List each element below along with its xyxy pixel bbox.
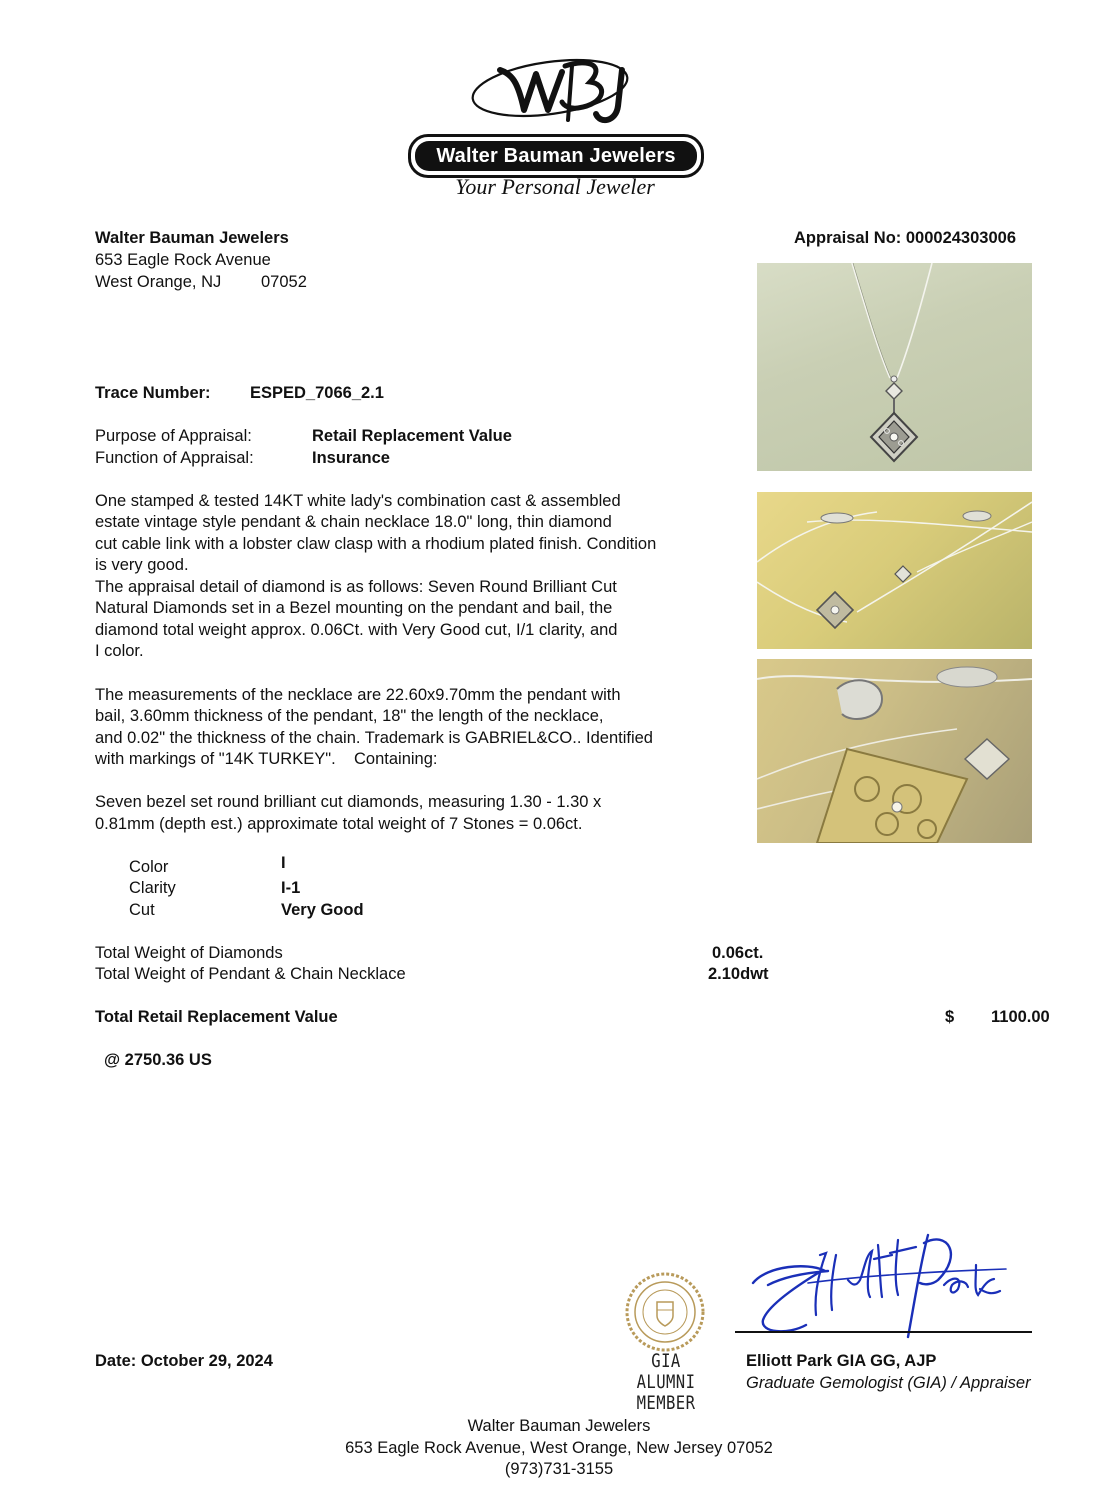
gia-alumni-text — [622, 1351, 711, 1414]
trace-number-value: ESPED_7066_2.1 — [250, 384, 384, 402]
business-name: Walter Bauman Jewelers — [95, 229, 289, 247]
gia-seal — [625, 1272, 705, 1352]
logo-tagline: Your Personal Jeweler — [455, 174, 655, 199]
footer-address: 653 Eagle Rock Avenue, West Orange, New Jersey 07052 — [345, 1438, 773, 1457]
measurements-line: with markings of "14K TURKEY". Containing: — [95, 750, 438, 768]
pendant-photo-chain — [757, 492, 1032, 649]
footer-phone: (973)731-3155 — [504, 1460, 614, 1478]
trace-number-label: Trace Number: — [95, 384, 211, 402]
measurements-line: and 0.02" the thickness of the chain. Trademark is GABRIEL&CO.. Identified — [95, 729, 653, 747]
grading-label-color: Color — [129, 858, 169, 876]
description-line: is very good. — [95, 556, 189, 574]
grading-value-color: I — [281, 854, 286, 872]
description-line: diamond total weight approx. 0.06Ct. with Very Good cut, I/1 clarity, and — [95, 621, 618, 639]
measurements-line: The measurements of the necklace are 22.60x9.70mm the pendant with — [95, 686, 621, 704]
pendant-necklace-icon — [757, 263, 1032, 471]
stones-line: 0.81mm (depth est.) approximate total weight of 7 Stones = 0.06ct. — [95, 815, 583, 833]
appraisal-number — [794, 228, 1016, 250]
appraisal-date: Date: October 29, 2024 — [95, 1352, 273, 1370]
description-line: estate vintage style pendant & chain necklace 18.0" long, thin diamond — [95, 513, 612, 531]
description-line: I color. — [95, 642, 144, 660]
business-zip: 07052 — [261, 273, 307, 291]
retail-value-currency: $ — [945, 1008, 955, 1026]
business-address: 653 Eagle Rock Avenue — [95, 251, 271, 269]
company-logo — [400, 52, 710, 202]
total-diamond-weight-label: Total Weight of Diamonds — [95, 944, 283, 962]
gold-price: @ 2750.36 US — [104, 1051, 212, 1069]
function-label: Function of Appraisal: — [95, 449, 254, 467]
grading-value-clarity: I-1 — [281, 879, 301, 897]
retail-value-amount: 1100.00 — [991, 1008, 1050, 1026]
total-necklace-weight-value: 2.10dwt — [708, 965, 769, 983]
measurements-line: bail, 3.60mm thickness of the pendant, 18" the length of the necklace, — [95, 707, 604, 725]
pendant-photo-closeup — [757, 659, 1032, 843]
footer-business-name: Walter Bauman Jewelers — [467, 1417, 651, 1435]
description-line: cut cable link with a lobster claw clasp with a rhodium plated finish. Condition — [95, 535, 657, 553]
pendant-photo-front — [757, 263, 1032, 471]
logo-banner — [408, 134, 704, 178]
logo-banner-text: Walter Bauman Jewelers — [415, 141, 697, 171]
grading-label-clarity: Clarity — [129, 879, 176, 897]
pendant-closeup-icon — [757, 659, 1032, 843]
grading-value-cut: Very Good — [281, 901, 364, 919]
function-value: Insurance — [312, 449, 390, 467]
stones-line: Seven bezel set round brilliant cut diamonds, measuring 1.30 - 1.30 x — [95, 793, 602, 811]
total-necklace-weight-label: Total Weight of Pendant & Chain Necklace — [95, 965, 406, 983]
gia-alumni-line2: MEMBER — [636, 1392, 696, 1414]
appraisal-number-label: Appraisal No: — [794, 229, 902, 247]
wbj-monogram-icon — [400, 52, 710, 134]
purpose-value: Retail Replacement Value — [312, 427, 512, 445]
description-line: Natural Diamonds set in a Bezel mounting on the pendant and bail, the — [95, 599, 613, 617]
gia-alumni-line1: GIA ALUMNI — [636, 1350, 696, 1393]
description-line: One stamped & tested 14KT white lady's combination cast & assembled — [95, 492, 621, 510]
total-diamond-weight-value: 0.06ct. — [712, 944, 764, 962]
appraiser-title: Graduate Gemologist (GIA) / Appraiser — [746, 1374, 1031, 1392]
gia-seal-icon — [625, 1272, 705, 1352]
signature-line — [735, 1331, 1032, 1333]
appraiser-name: Elliott Park GIA GG, AJP — [746, 1352, 937, 1370]
appraisal-number-value: 000024303006 — [905, 229, 1016, 247]
retail-value-label: Total Retail Replacement Value — [95, 1008, 338, 1026]
description-line: The appraisal detail of diamond is as follows: Seven Round Brilliant Cut — [95, 578, 617, 596]
business-city-state: West Orange, NJ — [95, 273, 222, 291]
purpose-label: Purpose of Appraisal: — [95, 427, 252, 445]
necklace-chain-icon — [757, 492, 1032, 649]
footer — [0, 1416, 1118, 1481]
grading-label-cut: Cut — [129, 901, 155, 919]
